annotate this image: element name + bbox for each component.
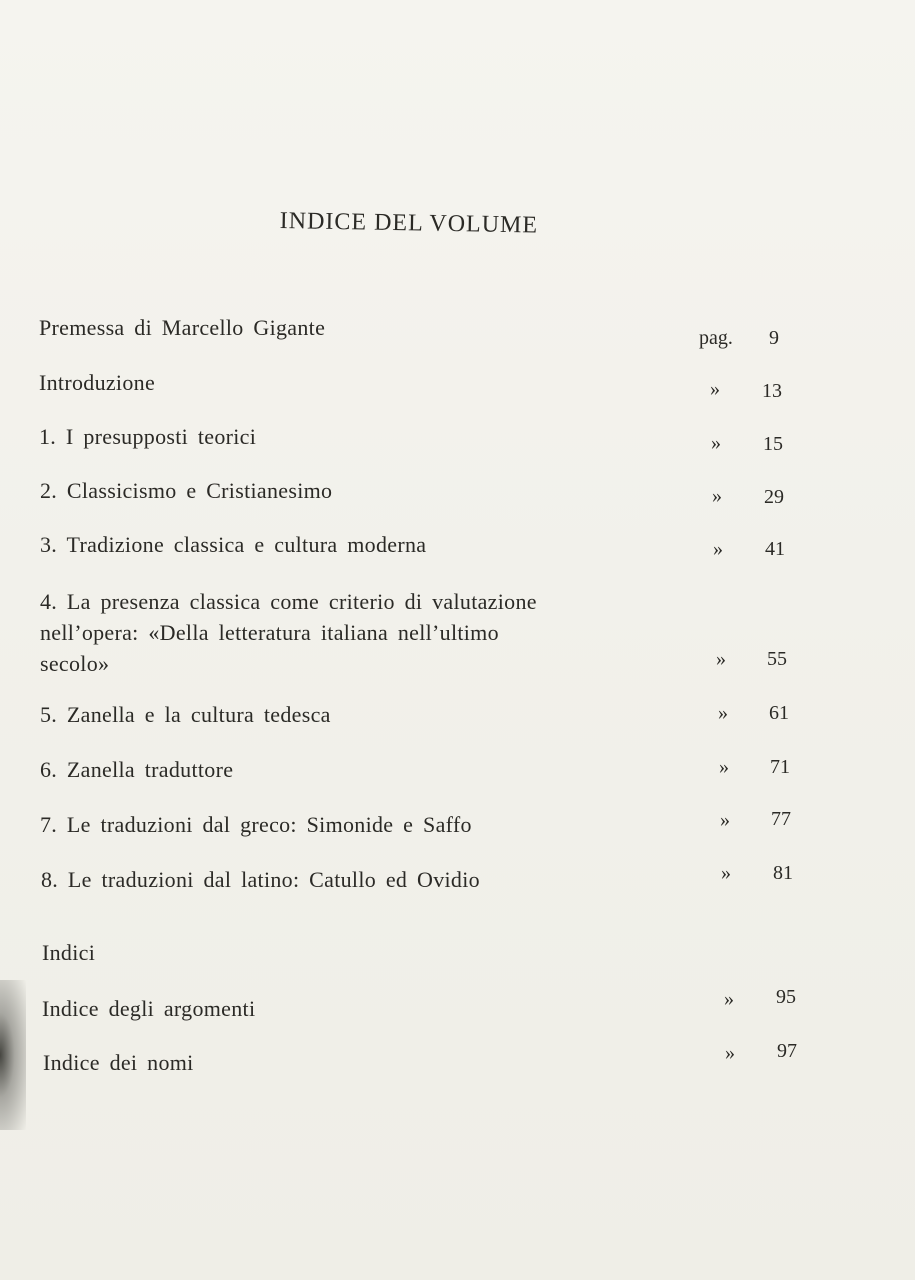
toc-entry-label: Introduzione bbox=[39, 370, 156, 395]
toc-entry-marker: » bbox=[712, 485, 722, 507]
toc-entry-label: Premessa di Marcello Gigante bbox=[39, 315, 326, 340]
toc-entry-label-line: nell’opera: «Della letteratura italiana nell’ultimo bbox=[40, 620, 499, 645]
toc-entry-label: 1. I presupposti teorici bbox=[39, 424, 257, 449]
toc-entry-page: 71 bbox=[770, 756, 790, 778]
toc-entry-chapter-4 bbox=[0, 586, 915, 686]
toc-entry-marker: » bbox=[720, 809, 730, 831]
toc-entry-chapter-7 bbox=[0, 808, 915, 852]
toc-entry-label: 7. Le traduzioni dal greco: Simonide e Saffo bbox=[40, 812, 472, 837]
toc-entry-page: 97 bbox=[777, 1040, 797, 1062]
toc-entry-page: 13 bbox=[762, 380, 782, 402]
toc-entry-label: 5. Zanella e la cultura tedesca bbox=[40, 702, 331, 727]
toc-entry-page: 15 bbox=[763, 433, 783, 455]
toc-entry-page: 61 bbox=[769, 702, 789, 724]
toc-entry-premessa bbox=[0, 315, 915, 355]
toc-entry-label-line: secolo» bbox=[40, 651, 110, 676]
toc-entry-chapter-3 bbox=[0, 532, 915, 572]
toc-entry-chapter-8 bbox=[0, 862, 915, 907]
page-title: INDICE DEL VOLUME bbox=[279, 208, 539, 239]
indices-heading: Indici bbox=[42, 940, 96, 965]
toc-entry-page: 55 bbox=[767, 648, 787, 670]
toc-entry-marker: » bbox=[721, 862, 731, 884]
toc-entry-page: 95 bbox=[776, 986, 796, 1008]
toc-entry-label: 8. Le traduzioni dal latino: Catullo ed Ovidio bbox=[41, 867, 480, 892]
toc-entry-label: 2. Classicismo e Cristianesimo bbox=[40, 478, 333, 503]
toc-entry-marker: » bbox=[719, 756, 729, 778]
toc-entry-page: 29 bbox=[764, 486, 784, 508]
toc-entry-page: 77 bbox=[771, 808, 791, 830]
toc-entry-label: 6. Zanella traduttore bbox=[40, 757, 234, 782]
toc-entry-page: 9 bbox=[769, 327, 779, 349]
toc-entry-indice-argomenti bbox=[0, 986, 915, 1036]
toc-entry-marker: » bbox=[718, 702, 728, 724]
toc-entry-chapter-6 bbox=[0, 757, 915, 797]
toc-entry-marker: » bbox=[710, 378, 720, 400]
toc-entry-label: Indice degli argomenti bbox=[42, 996, 256, 1021]
toc-entry-page: 81 bbox=[773, 862, 793, 884]
toc-entry-label bbox=[40, 586, 537, 679]
toc-entry-marker: » bbox=[724, 988, 734, 1010]
toc-entry-marker: » bbox=[725, 1042, 735, 1064]
indices-heading-row bbox=[0, 940, 915, 980]
toc-entry-label-line: 4. La presenza classica come criterio di valutazione bbox=[40, 589, 537, 614]
toc-entry-marker: » bbox=[711, 432, 721, 454]
toc-entry-chapter-2 bbox=[0, 478, 915, 518]
toc-entry-label: Indice dei nomi bbox=[43, 1050, 194, 1075]
toc-entry-chapter-5 bbox=[0, 702, 915, 742]
toc-entry-introduzione bbox=[0, 370, 915, 410]
toc-entry-indice-nomi bbox=[0, 1040, 915, 1090]
toc-entry-label: 3. Tradizione classica e cultura moderna bbox=[40, 532, 427, 557]
toc-entry-marker: » bbox=[716, 648, 726, 670]
toc-entry-marker: pag. bbox=[699, 327, 733, 349]
toc-entry-page: 41 bbox=[765, 538, 785, 560]
toc-entry-marker: » bbox=[713, 538, 723, 560]
toc-entry-chapter-1 bbox=[0, 424, 915, 464]
